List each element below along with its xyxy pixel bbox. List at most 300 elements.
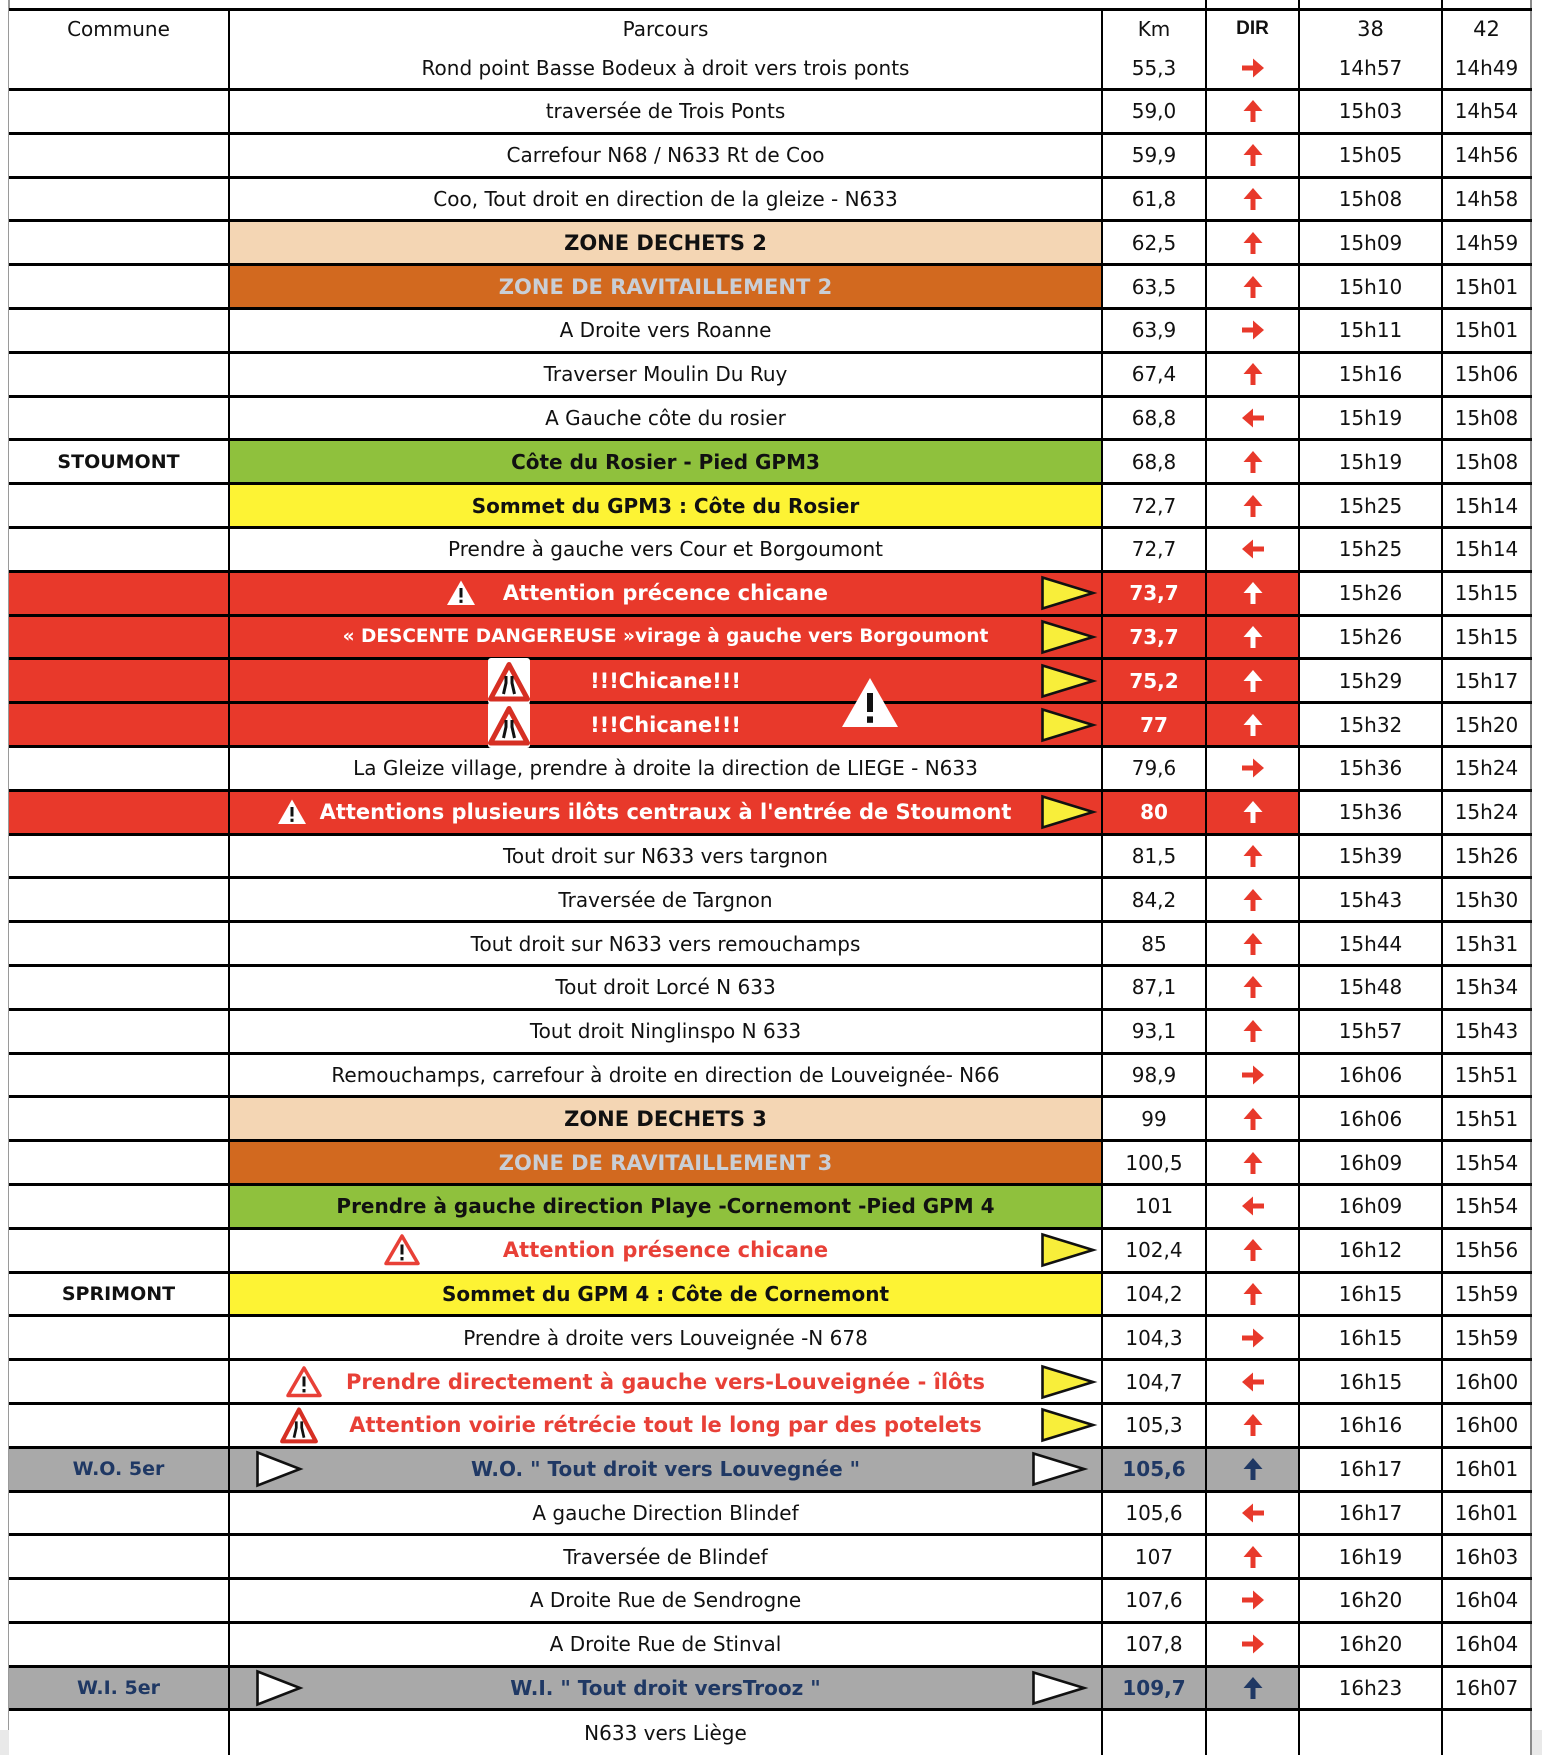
table-row [9, 222, 1532, 266]
road-narrows-icon [488, 658, 530, 704]
km-cell: 68,8 [1103, 441, 1207, 482]
parcours-cell: Sommet du GPM 4 : Côte de Cornemont [230, 1274, 1103, 1315]
direction-arrow-icon [1207, 967, 1300, 1008]
table-body [9, 91, 1532, 1755]
time42-cell: 15h06 [1443, 354, 1532, 395]
time38-cell: 16h06 [1300, 1055, 1443, 1096]
table-row [9, 1536, 1532, 1580]
time42-cell: 15h24 [1443, 748, 1532, 789]
direction-arrow-icon [1207, 398, 1300, 439]
yellow-arrow-icon [1040, 575, 1096, 611]
time38-cell: 16h19 [1300, 1536, 1443, 1577]
km-header-cell [1103, 11, 1207, 88]
commune-cell: W.O. 5er [9, 1449, 230, 1490]
km-cell: 104,2 [1103, 1274, 1207, 1315]
table-row [9, 923, 1532, 967]
parcours-cell: A gauche Direction Blindef [230, 1493, 1103, 1534]
km-cell: 98,9 [1103, 1055, 1207, 1096]
time38-cell: 15h08 [1300, 179, 1443, 220]
parcours-cell: Coo, Tout droit en direction de la gleize - N633 [230, 179, 1103, 220]
time38-cell: 16h12 [1300, 1230, 1443, 1271]
direction-arrow-icon [1207, 529, 1300, 570]
km-cell: 85 [1103, 923, 1207, 964]
direction-arrow-icon [1207, 1405, 1300, 1446]
time38-cell: 15h03 [1300, 91, 1443, 132]
commune-cell [9, 1142, 230, 1183]
speed38-header-label: 38 [1357, 17, 1384, 41]
time42-cell: 15h01 [1443, 310, 1532, 351]
commune-cell [9, 879, 230, 920]
table-row [9, 1580, 1532, 1624]
km-cell: 104,7 [1103, 1361, 1207, 1402]
table-row [9, 1493, 1532, 1537]
km-cell: 59,0 [1103, 91, 1207, 132]
km-cell: 93,1 [1103, 1011, 1207, 1052]
dir-cell [1207, 1711, 1300, 1755]
table-row [9, 310, 1532, 354]
table-row [9, 1361, 1532, 1405]
table-row [9, 1317, 1532, 1361]
direction-arrow-icon [1207, 179, 1300, 220]
time38-cell: 15h25 [1300, 485, 1443, 526]
time38-cell: 15h39 [1300, 836, 1443, 877]
commune-cell [9, 573, 230, 614]
parcours-cell: Attention précence chicane [230, 573, 1103, 614]
warning-triangle-icon [285, 1365, 323, 1399]
time38-cell: 16h20 [1300, 1624, 1443, 1665]
direction-arrow-icon [1207, 1230, 1300, 1271]
parcours-cell: Prendre à gauche vers Cour et Borgoumont [230, 529, 1103, 570]
direction-arrow-icon [1207, 485, 1300, 526]
commune-header-label: Commune [67, 17, 170, 41]
yellow-arrow-icon [1040, 1232, 1096, 1268]
direction-arrow-icon [1207, 573, 1300, 614]
yellow-arrow-icon [1040, 1407, 1096, 1443]
parcours-cell: !!!Chicane!!! [230, 660, 1103, 701]
table-row [9, 1405, 1532, 1449]
time42-cell: 15h01 [1443, 266, 1532, 307]
parcours-cell: Côte du Rosier - Pied GPM3 [230, 441, 1103, 482]
parcours-cell: Attention présence chicane [230, 1230, 1103, 1271]
time38-cell: 16h09 [1300, 1186, 1443, 1227]
commune-cell [9, 485, 230, 526]
time42-cell: 16h01 [1443, 1493, 1532, 1534]
km-cell: 87,1 [1103, 967, 1207, 1008]
time42-cell: 15h20 [1443, 704, 1532, 745]
time38-cell: 16h20 [1300, 1580, 1443, 1621]
table-row [9, 91, 1532, 135]
time42-header-cell [1443, 11, 1532, 88]
table-row [9, 792, 1532, 836]
commune-cell [9, 179, 230, 220]
direction-arrow-icon [1207, 135, 1300, 176]
km-cell: 61,8 [1103, 179, 1207, 220]
direction-arrow-icon [1207, 441, 1300, 482]
table-row [9, 748, 1532, 792]
direction-arrow-icon [1207, 660, 1300, 701]
commune-cell [9, 967, 230, 1008]
commune-cell [9, 1361, 230, 1402]
time42-cell: 15h54 [1443, 1186, 1532, 1227]
time38-cell: 15h29 [1300, 660, 1443, 701]
table-row [9, 1098, 1532, 1142]
time42-cell: 15h56 [1443, 1230, 1532, 1271]
time42-cell: 15h08 [1443, 398, 1532, 439]
direction-arrow-icon [1207, 1186, 1300, 1227]
parcours-cell: Prendre à gauche direction Playe -Cornemont -Pied GPM 4 [230, 1186, 1103, 1227]
time42-cell: 16h00 [1443, 1361, 1532, 1402]
direction-arrow-icon [1207, 310, 1300, 351]
parcours-cell: Tout droit sur N633 vers targnon [230, 836, 1103, 877]
table-row [9, 135, 1532, 179]
km-cell: 84,2 [1103, 879, 1207, 920]
km-cell: 73,7 [1103, 573, 1207, 614]
commune-cell [9, 135, 230, 176]
parcours-cell: ZONE DECHETS 2 [230, 222, 1103, 263]
table-row [9, 1668, 1532, 1712]
table-row [9, 1274, 1532, 1318]
direction-arrow-icon [1207, 1361, 1300, 1402]
time38-cell: 15h36 [1300, 748, 1443, 789]
parcours-cell: Prendre directement à gauche vers-Louveignée - îlôts [230, 1361, 1103, 1402]
triangle-marker-icon [255, 1450, 303, 1488]
parcours-cell: !!!Chicane!!! [230, 704, 1103, 745]
time42-cell [1443, 1711, 1532, 1755]
direction-arrow-icon [1207, 704, 1300, 745]
table-row [9, 266, 1532, 310]
km-cell: 63,9 [1103, 310, 1207, 351]
time38-cell: 16h15 [1300, 1361, 1443, 1402]
time42-cell: 15h51 [1443, 1055, 1532, 1096]
time42-cell: 15h34 [1443, 967, 1532, 1008]
direction-arrow-icon [1207, 1011, 1300, 1052]
direction-arrow-icon [1207, 1536, 1300, 1577]
yellow-arrow-icon [1040, 619, 1096, 655]
commune-cell [9, 1624, 230, 1665]
direction-arrow-icon [1207, 1624, 1300, 1665]
warning-triangle-icon [446, 580, 476, 607]
time42-cell: 16h01 [1443, 1449, 1532, 1490]
km-cell: 55,3 [1131, 55, 1177, 80]
time42-cell: 14h58 [1443, 179, 1532, 220]
yellow-arrow-icon [1040, 663, 1096, 699]
commune-cell [9, 266, 230, 307]
yellow-arrow-icon [1040, 707, 1096, 743]
commune-cell [9, 1186, 230, 1227]
commune-cell [9, 1711, 230, 1755]
km-cell: 107,8 [1103, 1624, 1207, 1665]
commune-cell [9, 529, 230, 570]
parcours-cell: Tout droit Lorcé N 633 [230, 967, 1103, 1008]
km-cell: 81,5 [1103, 836, 1207, 877]
parcours-cell: N633 vers Liège [230, 1711, 1103, 1755]
parcours-header-cell [230, 11, 1103, 88]
table-header-band [9, 8, 1532, 91]
time38-cell: 16h06 [1300, 1098, 1443, 1139]
commune-cell [9, 1011, 230, 1052]
parcours-cell: Traversée de Blindef [230, 1536, 1103, 1577]
commune-cell [9, 1580, 230, 1621]
table-row [9, 1055, 1532, 1099]
commune-header-cell [9, 11, 230, 88]
time42-cell: 15h24 [1443, 792, 1532, 833]
commune-cell [9, 1493, 230, 1534]
direction-arrow-icon [1207, 47, 1298, 88]
direction-arrow-icon [1207, 222, 1300, 263]
triangle-marker-icon [255, 1669, 303, 1707]
parcours-cell: W.O. " Tout droit vers Louvegnée " [230, 1449, 1103, 1490]
table-row [9, 967, 1532, 1011]
km-cell: 59,9 [1103, 135, 1207, 176]
time42-cell: 14h49 [1454, 55, 1519, 80]
table-row [9, 1011, 1532, 1055]
parcours-cell: traversée de Trois Ponts [230, 91, 1103, 132]
parcours-cell: Rond point Basse Bodeux à droit vers trois ponts [421, 55, 910, 80]
km-cell: 63,5 [1103, 266, 1207, 307]
km-cell: 62,5 [1103, 222, 1207, 263]
parcours-cell: A Droite vers Roanne [230, 310, 1103, 351]
time38-cell: 15h36 [1300, 792, 1443, 833]
km-cell: 75,2 [1103, 660, 1207, 701]
table-row [9, 179, 1532, 223]
km-cell: 105,6 [1103, 1493, 1207, 1534]
time38-cell: 15h43 [1300, 879, 1443, 920]
time38-cell: 16h16 [1300, 1405, 1443, 1446]
commune-cell: W.I. 5er [9, 1668, 230, 1709]
commune-cell [9, 222, 230, 263]
time42-cell: 15h17 [1443, 660, 1532, 701]
km-cell: 107,6 [1103, 1580, 1207, 1621]
parcours-cell: La Gleize village, prendre à droite la direction de LIEGE - N633 [230, 748, 1103, 789]
table-row [9, 398, 1532, 442]
white-arrow-icon [1031, 1670, 1087, 1706]
direction-arrow-icon [1207, 923, 1300, 964]
direction-arrow-icon [1207, 792, 1300, 833]
time38-cell: 15h19 [1300, 398, 1443, 439]
parcours-cell: ZONE DE RAVITAILLEMENT 2 [230, 266, 1103, 307]
direction-arrow-icon [1207, 617, 1300, 658]
parcours-cell: Carrefour N68 / N633 Rt de Coo [230, 135, 1103, 176]
time42-cell: 15h15 [1443, 573, 1532, 614]
km-cell: 77 [1103, 704, 1207, 745]
time42-cell: 15h26 [1443, 836, 1532, 877]
table-row [9, 1449, 1532, 1493]
time42-cell: 14h56 [1443, 135, 1532, 176]
time42-cell: 15h31 [1443, 923, 1532, 964]
table-row [9, 1142, 1532, 1186]
commune-cell [9, 1230, 230, 1271]
white-arrow-icon [1031, 1451, 1087, 1487]
table-row [9, 1230, 1532, 1274]
parcours-cell: A Gauche côte du rosier [230, 398, 1103, 439]
parcours-cell: ZONE DE RAVITAILLEMENT 3 [230, 1142, 1103, 1183]
time42-cell: 15h59 [1443, 1317, 1532, 1358]
parcours-cell: W.I. " Tout droit versTrooz " [230, 1668, 1103, 1709]
time38-cell [1300, 1711, 1443, 1755]
direction-arrow-icon [1207, 1668, 1300, 1709]
time38-cell: 16h15 [1300, 1317, 1443, 1358]
time38-cell: 15h48 [1300, 967, 1443, 1008]
time38-cell: 16h17 [1300, 1493, 1443, 1534]
commune-cell [9, 617, 230, 658]
direction-arrow-icon [1207, 1055, 1300, 1096]
direction-arrow-icon [1207, 266, 1300, 307]
time38-header-cell [1300, 11, 1443, 88]
dir-header-label: DIR [1236, 18, 1269, 39]
time38-cell: 15h10 [1300, 266, 1443, 307]
time38-cell: 15h32 [1300, 704, 1443, 745]
commune-cell [9, 91, 230, 132]
table-row [9, 660, 1532, 704]
time42-cell: 16h00 [1443, 1405, 1532, 1446]
table-row [9, 1186, 1532, 1230]
commune-cell [9, 1055, 230, 1096]
time38-cell: 16h23 [1300, 1668, 1443, 1709]
commune-cell [9, 836, 230, 877]
time38-cell: 16h17 [1300, 1449, 1443, 1490]
direction-arrow-icon [1207, 1274, 1300, 1315]
direction-arrow-icon [1207, 836, 1300, 877]
commune-cell: SPRIMONT [9, 1274, 230, 1315]
table-row [9, 836, 1532, 880]
roadbook-table [9, 8, 1532, 1755]
time42-cell: 16h04 [1443, 1580, 1532, 1621]
km-cell: 100,5 [1103, 1142, 1207, 1183]
commune-cell [9, 398, 230, 439]
time42-cell: 15h30 [1443, 879, 1532, 920]
time38-cell: 15h05 [1300, 135, 1443, 176]
time38-cell: 15h26 [1300, 573, 1443, 614]
warning-triangle-icon [277, 799, 307, 826]
direction-arrow-icon [1207, 1493, 1300, 1534]
km-cell: 101 [1103, 1186, 1207, 1227]
table-row [9, 485, 1532, 529]
table-row [9, 617, 1532, 661]
km-cell: 99 [1103, 1098, 1207, 1139]
commune-cell [9, 1098, 230, 1139]
yellow-arrow-icon [1040, 794, 1096, 830]
time38-cell: 15h44 [1300, 923, 1443, 964]
table-row [9, 573, 1532, 617]
time42-cell: 15h14 [1443, 529, 1532, 570]
time38-cell: 15h19 [1300, 441, 1443, 482]
direction-arrow-icon [1207, 354, 1300, 395]
km-cell: 68,8 [1103, 398, 1207, 439]
yellow-arrow-icon [1040, 1364, 1096, 1400]
time42-cell: 14h54 [1443, 91, 1532, 132]
table-row [9, 704, 1532, 748]
time42-cell: 16h04 [1443, 1624, 1532, 1665]
time42-cell: 15h43 [1443, 1011, 1532, 1052]
commune-cell [9, 660, 230, 701]
time38-cell: 14h57 [1338, 55, 1403, 80]
direction-arrow-icon [1207, 91, 1300, 132]
commune-cell [9, 748, 230, 789]
km-header-label: Km [1137, 17, 1171, 41]
time42-cell: 15h59 [1443, 1274, 1532, 1315]
parcours-cell: Remouchamps, carrefour à droite en direction de Louveignée- N66 [230, 1055, 1103, 1096]
parcours-cell: Attentions plusieurs ilôts centraux à l'entrée de Stoumont [230, 792, 1103, 833]
km-cell: 105,3 [1103, 1405, 1207, 1446]
time42-cell: 15h08 [1443, 441, 1532, 482]
warning-triangle-icon [840, 676, 900, 730]
table-row [9, 529, 1532, 573]
time38-cell: 15h11 [1300, 310, 1443, 351]
table-row [9, 879, 1532, 923]
parcours-cell: « DESCENTE DANGEREUSE »virage à gauche vers Borgoumont [230, 617, 1103, 658]
commune-cell [9, 792, 230, 833]
parcours-cell: Traverser Moulin Du Ruy [230, 354, 1103, 395]
table-row [9, 354, 1532, 398]
road-narrows-icon [488, 702, 530, 748]
parcours-header-label: Parcours [622, 17, 709, 41]
parcours-cell: Traversée de Targnon [230, 879, 1103, 920]
dir-header-cell [1207, 11, 1300, 88]
time42-cell: 16h07 [1443, 1668, 1532, 1709]
km-cell: 72,7 [1103, 529, 1207, 570]
km-cell: 73,7 [1103, 617, 1207, 658]
commune-cell [9, 1405, 230, 1446]
time42-cell: 16h03 [1443, 1536, 1532, 1577]
parcours-cell: Attention voirie rétrécie tout le long par des potelets [230, 1405, 1103, 1446]
km-cell: 102,4 [1103, 1230, 1207, 1271]
parcours-cell: A Droite Rue de Sendrogne [230, 1580, 1103, 1621]
km-cell: 107 [1103, 1536, 1207, 1577]
table-row [9, 1711, 1532, 1755]
direction-arrow-icon [1207, 1142, 1300, 1183]
warning-triangle-icon [383, 1233, 421, 1267]
direction-arrow-icon [1207, 748, 1300, 789]
time38-cell: 16h09 [1300, 1142, 1443, 1183]
time38-cell: 16h15 [1300, 1274, 1443, 1315]
direction-arrow-icon [1207, 1098, 1300, 1139]
km-cell: 67,4 [1103, 354, 1207, 395]
parcours-cell: Tout droit sur N633 vers remouchamps [230, 923, 1103, 964]
commune-cell [9, 310, 230, 351]
table-row [9, 1624, 1532, 1668]
speed42-header-label: 42 [1473, 17, 1500, 41]
time42-cell: 15h54 [1443, 1142, 1532, 1183]
time38-cell: 15h26 [1300, 617, 1443, 658]
time42-cell: 15h14 [1443, 485, 1532, 526]
parcours-cell: Prendre à droite vers Louveignée -N 678 [230, 1317, 1103, 1358]
commune-cell [9, 923, 230, 964]
km-cell: 72,7 [1103, 485, 1207, 526]
parcours-cell: Tout droit Ninglinspo N 633 [230, 1011, 1103, 1052]
direction-arrow-icon [1207, 1580, 1300, 1621]
time42-cell: 15h51 [1443, 1098, 1532, 1139]
direction-arrow-icon [1207, 879, 1300, 920]
commune-cell [9, 704, 230, 745]
km-cell: 105,6 [1103, 1449, 1207, 1490]
time38-cell: 15h16 [1300, 354, 1443, 395]
km-cell: 80 [1103, 792, 1207, 833]
km-cell: 79,6 [1103, 748, 1207, 789]
direction-arrow-icon [1207, 1449, 1300, 1490]
km-cell: 109,7 [1103, 1668, 1207, 1709]
time42-cell: 14h59 [1443, 222, 1532, 263]
time38-cell: 15h25 [1300, 529, 1443, 570]
commune-cell [9, 1536, 230, 1577]
time42-cell: 15h15 [1443, 617, 1532, 658]
parcours-cell: A Droite Rue de Stinval [230, 1624, 1103, 1665]
km-cell [1103, 1711, 1207, 1755]
time38-cell: 15h09 [1300, 222, 1443, 263]
commune-cell [9, 354, 230, 395]
commune-cell [9, 1317, 230, 1358]
road-narrows-icon [278, 1405, 320, 1445]
table-row [9, 441, 1532, 485]
